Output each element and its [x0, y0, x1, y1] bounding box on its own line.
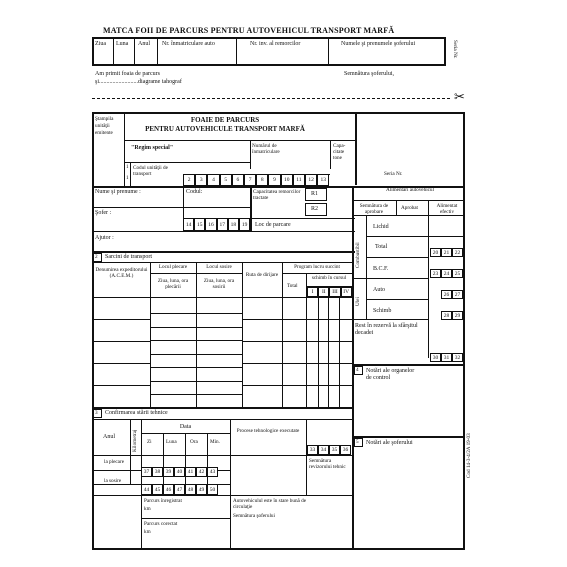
- stub-col-year: Anul: [138, 41, 150, 47]
- fuel-digit-cell: 27: [452, 290, 463, 299]
- task-col-line: [318, 297, 319, 407]
- shift-3-cell: III: [329, 287, 340, 297]
- arrival-label: la sosire: [104, 478, 122, 484]
- rest-digit-cell: 32: [452, 353, 463, 362]
- departure-digit-cell: 39: [163, 467, 174, 477]
- process-digit-cell: 34: [318, 445, 329, 455]
- date-label: Data: [179, 424, 192, 430]
- task-row-line: [150, 367, 242, 368]
- stub-received: Am primit foaia de parcurs: [95, 71, 160, 77]
- task-row-line: [150, 354, 242, 355]
- fuel-digit-cell: 23: [430, 269, 441, 278]
- fuel-digit-cell: 22: [452, 248, 463, 257]
- stub-col-driver: Numele şi prenumele şoferului: [341, 41, 416, 47]
- name-label: Nume şi prenume :: [95, 189, 141, 195]
- total-label: Total: [375, 244, 388, 250]
- stub-title: MATCA FOII DE PARCURS PENTRU AUTOVEHICUL TRANSPORT MARFĂ: [103, 26, 395, 35]
- rest-digit-cell: 31: [441, 353, 452, 362]
- task-row-line: [92, 363, 150, 364]
- code-digit-cell: 8: [256, 174, 268, 186]
- side-code: Cod 14-3-4/2A 19-03: [466, 433, 472, 478]
- fuel-digit-cell: 21: [441, 248, 452, 257]
- stamp-label: Ştampila unităţii emitente: [95, 116, 114, 136]
- task-row-line: [150, 313, 242, 314]
- approved-label: Aprobat: [401, 205, 418, 211]
- fuel-digit-cell: 28: [441, 311, 452, 320]
- hour-label: Ora: [190, 439, 198, 445]
- work-program-label: Program lucru succint: [294, 264, 340, 270]
- arrival-digit-cell: 44: [141, 484, 152, 495]
- liquid-label: Lichid: [373, 224, 389, 230]
- task-row-line: [92, 385, 150, 386]
- departure-digit-cell: 38: [152, 467, 163, 477]
- task-row-line: [150, 327, 242, 328]
- process-digit-cell: 36: [340, 445, 351, 455]
- km-unit: km: [144, 506, 151, 512]
- driver-digit-cell: 18: [228, 218, 239, 231]
- capacity-label: Capa-citate tone: [333, 143, 346, 161]
- driver-digit-cell: 15: [194, 218, 205, 231]
- task-row-line: [150, 394, 242, 395]
- stub-col-plate: Nr. înmatriculare auto: [162, 41, 215, 47]
- driver-label: Şofer :: [95, 210, 112, 216]
- form-serie: Seria Nr.: [384, 171, 403, 177]
- remaining-label: Rest în rezervă la sfârşitul decadei: [355, 323, 418, 336]
- code-label: Codul:: [186, 189, 203, 195]
- form-title-2: PENTRU AUTOVEHICULE TRANSPORT MARFĂ: [145, 125, 305, 133]
- oil-label: Ulei: [355, 297, 361, 306]
- task-row-line: [92, 341, 150, 342]
- total-2-label: Total: [287, 283, 298, 289]
- technician-sign-label: Semnătura revizorului tehnic: [309, 458, 346, 470]
- shift-2-cell: II: [318, 287, 329, 297]
- departure-digit-cell: 42: [196, 467, 207, 477]
- rest-digit-cell: 30: [430, 353, 441, 362]
- route-label: Ruta de dirijare: [245, 272, 279, 278]
- task-row-line: [242, 319, 352, 320]
- code-digit-cell: 6: [232, 174, 244, 186]
- shipper-label: Denumirea expeditorului (A.C.E.M.): [95, 267, 148, 279]
- arrival-place-label: Locul sosire: [206, 264, 232, 270]
- task-row-line: [242, 363, 352, 364]
- helper-label: Ajutor :: [95, 235, 114, 241]
- section-2-number: 2: [95, 254, 98, 260]
- departure-digit-cell: 40: [174, 467, 185, 477]
- code-digit-cell: 10: [281, 174, 293, 186]
- month-label: Luna: [166, 439, 177, 445]
- departure-place-label: Locul plecare: [158, 264, 188, 270]
- shift-1-cell: I: [307, 287, 318, 297]
- shift-4-cell: IV: [341, 287, 352, 297]
- trailer-capacity-label: Capacitatea remorcilor tractate: [253, 189, 301, 201]
- driver-notes-label: Notări ale şoferului: [366, 440, 413, 446]
- row-index: 1: [126, 175, 129, 181]
- fuel-digit-cell: 20: [430, 248, 441, 257]
- r2-label: R2: [311, 206, 319, 212]
- cut-line: [92, 98, 450, 99]
- row-index: 1: [126, 164, 129, 170]
- fuel-digit-cell: 26: [441, 290, 452, 299]
- change-label: Schimb: [373, 308, 392, 314]
- task-col-line: [328, 297, 329, 407]
- section-5-number: 5: [356, 439, 359, 445]
- scissors-icon: ✂: [454, 90, 465, 105]
- parking-label: Loc de parcare: [255, 222, 291, 228]
- arrival-digit-cell: 48: [185, 484, 196, 495]
- fuel-digit-cell: 24: [441, 269, 452, 278]
- control-notes-label: Notări ale organelor de control: [366, 368, 415, 381]
- confirm-label: Confirmarea stării tehnice: [105, 410, 168, 416]
- stub-serie: Seria Nr.: [452, 40, 458, 59]
- shift-label: schimb în cursul: [311, 275, 347, 281]
- task-row-line: [150, 381, 242, 382]
- departure-time-label: Ziua, luna, ora plecării: [157, 278, 189, 290]
- fueled-label: Alimentat efectiv: [436, 203, 458, 215]
- code-digit-cell: 2: [183, 174, 195, 186]
- code-digit-cell: 7: [244, 174, 256, 186]
- departure-digit-cell: 43: [207, 467, 218, 477]
- unit-code-label: Codul unităţii de transport: [133, 165, 168, 177]
- processes-label: Procese tehnologice executate: [236, 428, 300, 434]
- km-unit: km: [144, 529, 151, 535]
- code-digit-cell: 9: [268, 174, 280, 186]
- vehicle-ok-label: Autovehiculul este în stare bună de circulaţie: [233, 498, 307, 510]
- driver-sign-label: Semnătura şoferului: [233, 513, 275, 519]
- code-digit-cell: 13: [317, 174, 329, 186]
- mileage-label: Kilometraj: [132, 429, 138, 452]
- code-digit-cell: 12: [305, 174, 317, 186]
- arrival-time-label: Ziua, luna, ora sosirii: [203, 278, 235, 290]
- fuel-digit-cell: 25: [452, 269, 463, 278]
- driver-digit-cell: 17: [217, 218, 228, 231]
- year-label: Anul: [103, 434, 115, 440]
- arrival-digit-cell: 46: [163, 484, 174, 495]
- stub-col-day: Ziua: [95, 41, 106, 47]
- task-row-line: [92, 319, 150, 320]
- stub-signature: Semnătura şoferului,: [344, 71, 394, 77]
- stub-col-trailers: Nr. inv. al remorcilor: [250, 41, 301, 47]
- day-label: Zi: [147, 439, 152, 445]
- task-col-line: [339, 297, 340, 407]
- departure-digit-cell: 37: [141, 467, 152, 477]
- stub-col-month: Luna: [116, 41, 129, 47]
- arrival-digit-cell: 50: [207, 484, 218, 495]
- form-title-1: FOAIE DE PARCURS: [190, 116, 260, 124]
- task-row-line: [242, 341, 352, 342]
- arrival-digit-cell: 47: [174, 484, 185, 495]
- driver-digit-cell: 19: [239, 218, 250, 231]
- code-digit-cell: 11: [293, 174, 305, 186]
- arrival-digit-cell: 45: [152, 484, 163, 495]
- code-digit-cell: 5: [220, 174, 232, 186]
- recorded-km-label: Parcurs înregistrat: [144, 498, 182, 504]
- process-digit-cell: 35: [329, 445, 340, 455]
- minute-label: Min.: [210, 439, 220, 445]
- bcf-label: B.C.F.: [373, 266, 389, 272]
- task-row-line: [242, 385, 352, 386]
- corrected-km-label: Parcurs corectat: [144, 521, 178, 527]
- arrival-digit-cell: 49: [196, 484, 207, 495]
- code-digit-cell: 3: [195, 174, 207, 186]
- fuel-label: Combustibil: [355, 242, 361, 268]
- code-digit-cell: 4: [207, 174, 219, 186]
- task-row-line: [150, 340, 242, 341]
- driver-digit-cell: 16: [205, 218, 216, 231]
- approval-sign-label: Semnătura de aprobare: [359, 203, 389, 215]
- section-4-number: 4: [356, 367, 359, 373]
- fuel-digit-cell: 29: [452, 311, 463, 320]
- r1-label: R1: [311, 191, 319, 197]
- stub-diagram: şi..........................diagrame tahograf: [95, 79, 182, 85]
- section-3-number: 3: [95, 410, 98, 416]
- plate-number-label: Numărul de înmatriculare: [252, 143, 280, 155]
- regim-special: "Regim special": [131, 145, 174, 151]
- departure-label: la plecare: [104, 459, 125, 465]
- fuelings-label: Alimentări autovehicul: [386, 187, 434, 193]
- auto-label: Auto: [373, 287, 385, 293]
- driver-digit-cell: 14: [183, 218, 194, 231]
- departure-digit-cell: 41: [185, 467, 196, 477]
- tasks-label: Sarcini de transport: [105, 254, 152, 260]
- process-digit-cell: 33: [307, 445, 318, 455]
